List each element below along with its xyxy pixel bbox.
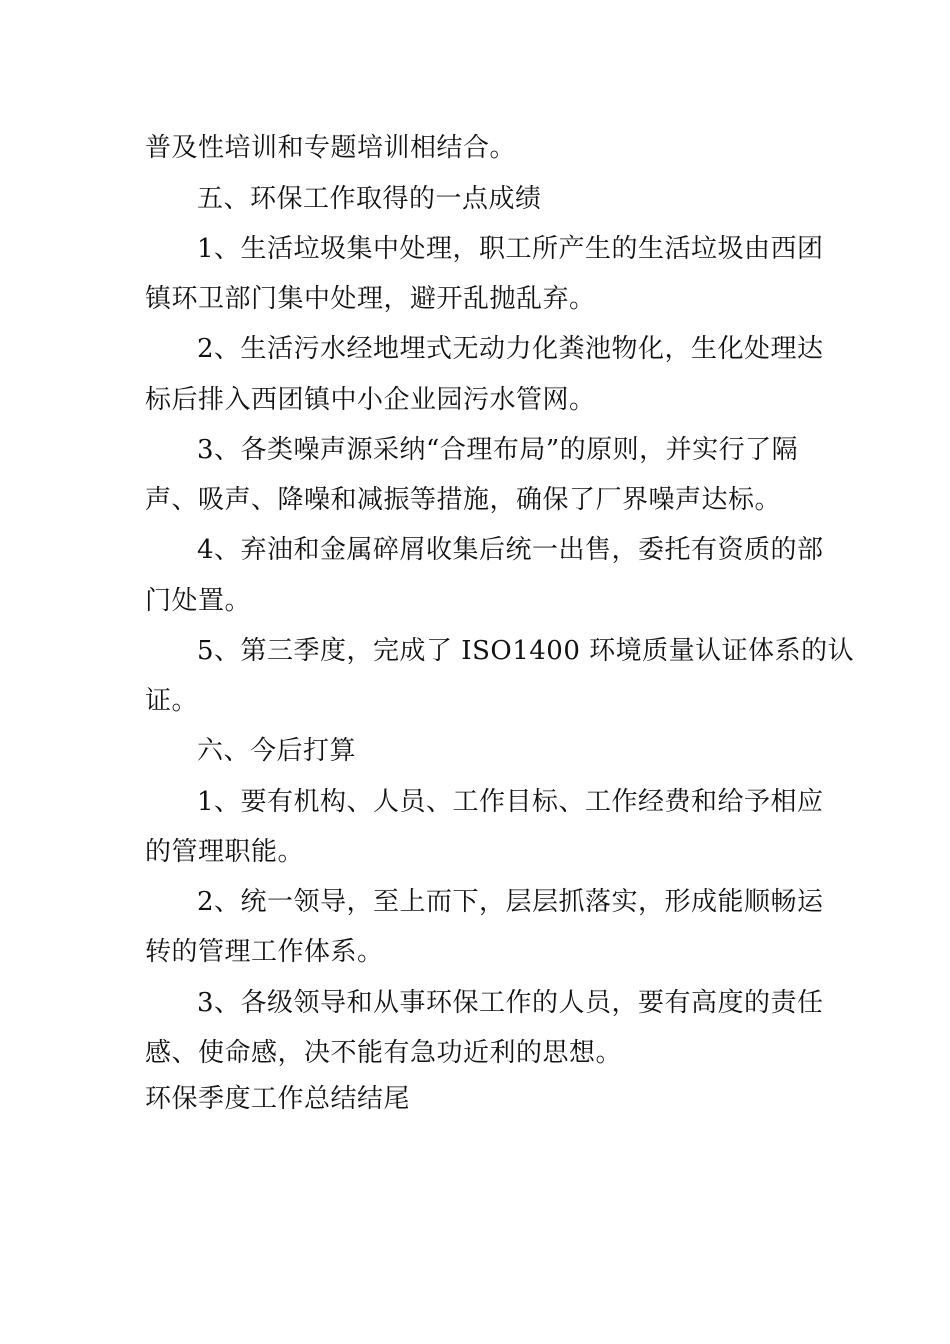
text-line: 转的管理工作体系。 (145, 937, 384, 967)
text-line: 的管理职能。 (145, 837, 305, 867)
text-line: 5、第三季度，完成了 ISO1400 环境质量认证体系的认 (197, 636, 855, 666)
text-line: 感、使命感，决不能有急功近利的思想。 (145, 1038, 623, 1068)
text-line: 3、各类噪声源采纳“合理布局”的原则，并实行了隔 (197, 435, 799, 465)
text-line: 1、要有机构、人员、工作目标、工作经费和给予相应 (197, 787, 824, 817)
text-line: 标后排入西团镇中小企业园污水管网。 (145, 385, 596, 415)
document-footer: 环保季度工作总结结尾 (145, 1084, 411, 1114)
text-line: 镇环卫部门集中处理，避开乱抛乱弃。 (145, 284, 596, 314)
section-heading: 六、今后打算 (197, 736, 357, 766)
text-line: 3、各级领导和从事环保工作的人员，要有高度的责任 (197, 988, 824, 1018)
text-line: 2、生活污水经地埋式无动力化粪池物化，生化处理达 (197, 334, 824, 364)
text-line: 门处置。 (145, 586, 252, 616)
text-line: 证。 (145, 686, 199, 716)
text-line: 声、吸声、降噪和减振等措施，确保了厂界噪声达标。 (145, 485, 782, 515)
text-line: 2、统一领导，至上而下，层层抓落实，形成能顺畅运 (197, 887, 824, 917)
text-line: 普及性培训和专题培训相结合。 (145, 133, 517, 163)
text-line: 1、生活垃圾集中处理，职工所产生的生活垃圾由西团 (197, 234, 824, 264)
section-heading: 五、环保工作取得的一点成绩 (197, 184, 542, 214)
text-line: 4、弃油和金属碎屑收集后统一出售，委托有资质的部 (197, 535, 824, 565)
